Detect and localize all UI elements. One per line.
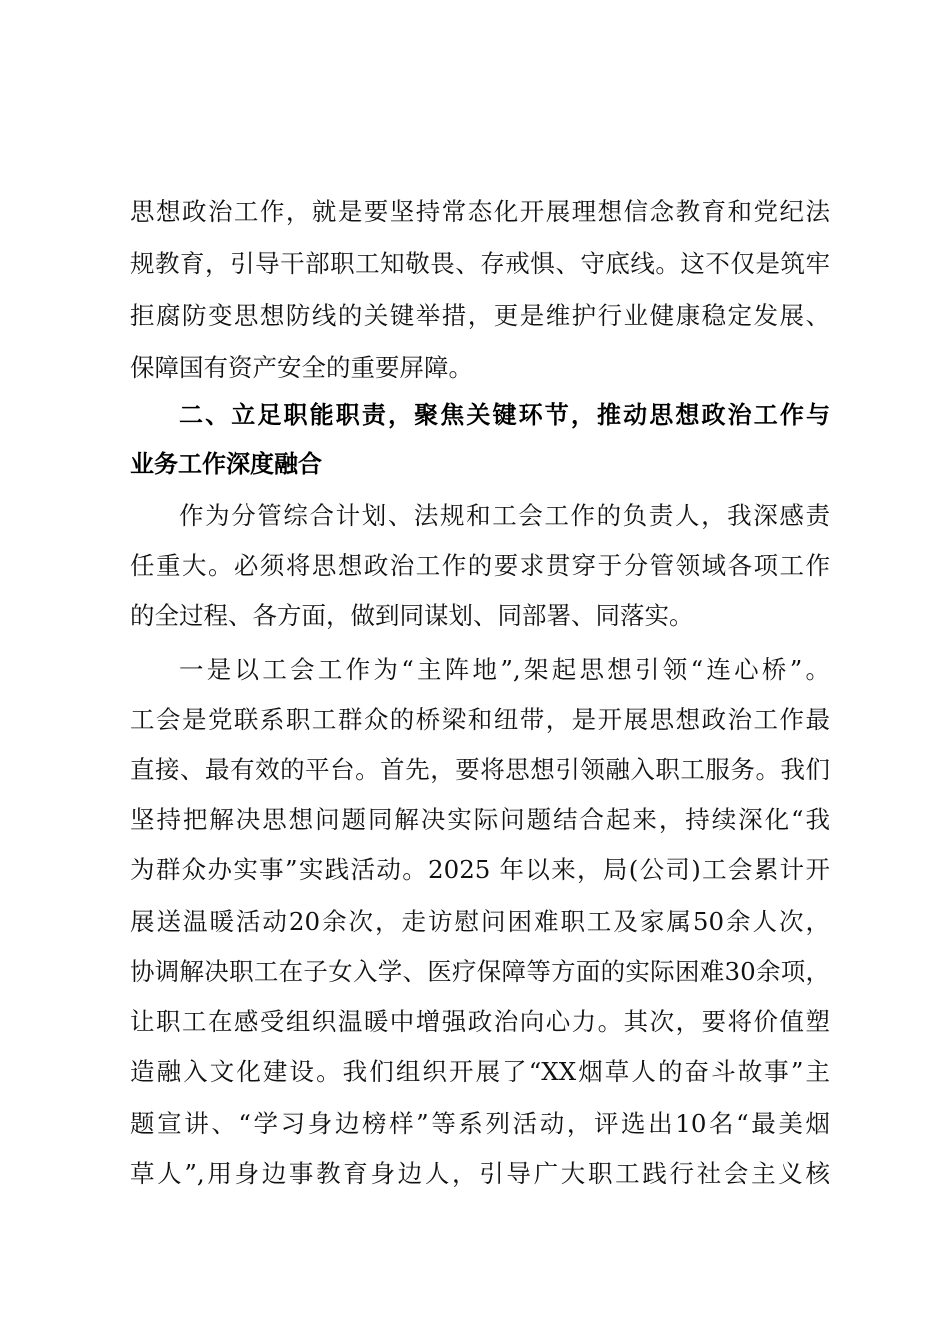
paragraph-2-line-2: 任重大。必须将思想政治工作的要求贯穿于分管领域各项工作 — [130, 551, 830, 580]
paragraph-1-line-1: 思想政治工作，就是要坚持常态化开展理想信念教育和党纪法 — [130, 197, 830, 226]
paragraph-3-line-10: 题宣讲、“学习身边榜样”等系列活动，评选出10名“最美烟 — [130, 1109, 830, 1138]
paragraph-1-line-4: 保障国有资产安全的重要屏障。 — [130, 353, 473, 382]
section-heading-line-2: 业务工作深度融合 — [130, 450, 322, 478]
paragraph-3-line-7: 协调解决职工在子女入学、医疗保障等方面的实际困难30余项， — [130, 957, 830, 986]
paragraph-3-line-1: 一是以工会工作为“主阵地”,架起思想引领“连心桥”。 — [179, 655, 830, 684]
paragraph-3-line-4: 坚持把解决思想问题同解决实际问题结合起来，持续深化“我 — [130, 805, 830, 834]
paragraph-3-line-2: 工会是党联系职工群众的桥梁和纽带，是开展思想政治工作最 — [130, 705, 830, 734]
paragraph-3-line-6: 展送温暖活动20余次，走访慰问困难职工及家属50余人次， — [130, 907, 830, 936]
paragraph-2-line-3: 的全过程、各方面，做到同谋划、同部署、同落实。 — [130, 601, 694, 630]
paragraph-2-line-1: 作为分管综合计划、法规和工会工作的负责人，我深感责 — [179, 501, 830, 530]
paragraph-3-line-11: 草人”,用身边事教育身边人，引导广大职工践行社会主义核 — [130, 1159, 830, 1188]
section-heading-line-1: 二、立足职能职责，聚焦关键环节，推动思想政治工作与 — [179, 401, 830, 429]
paragraph-1-line-3: 拒腐防变思想防线的关键举措，更是维护行业健康稳定发展、 — [130, 301, 830, 330]
paragraph-3-line-9: 造融入文化建设。我们组织开展了“XX烟草人的奋斗故事”主 — [130, 1057, 830, 1086]
paragraph-3-line-3: 直接、最有效的平台。首先，要将思想引领融入职工服务。我们 — [130, 755, 830, 784]
paragraph-3-line-5: 为群众办实事”实践活动。2025 年以来，局(公司)工会累计开 — [130, 855, 830, 884]
paragraph-1-line-2: 规教育，引导干部职工知敬畏、存戒惧、守底线。这不仅是筑牢 — [130, 249, 830, 278]
paragraph-3-line-8: 让职工在感受组织温暖中增强政治向心力。其次，要将价值塑 — [130, 1007, 830, 1036]
